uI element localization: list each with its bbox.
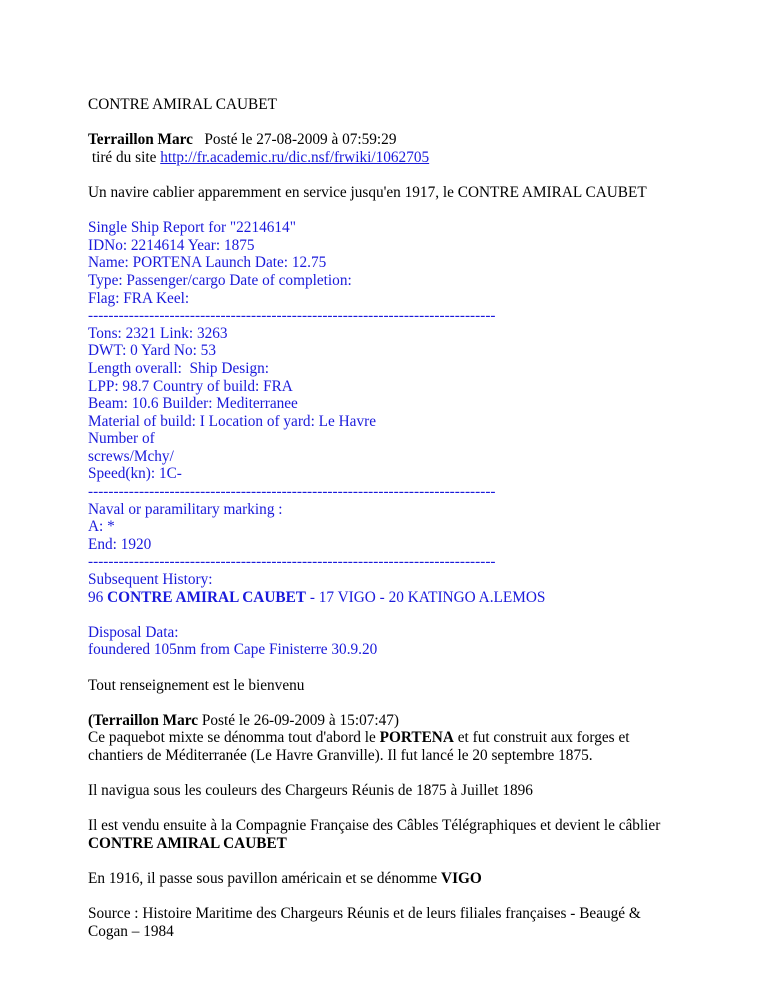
report-line: Length overall: Ship Design: [88, 359, 269, 377]
history-prefix: 96 [88, 588, 108, 606]
open-paren: ( [88, 711, 94, 729]
source-prefix: tiré du site [91, 148, 157, 166]
history-label: Subsequent History: [88, 571, 213, 589]
source-line [88, 149, 728, 167]
intro-text: Un navire cablier apparemment en service jusqu'en 1917, le CONTRE AMIRAL CAUBET [88, 183, 647, 201]
text-run: et fut construit aux forges et [453, 729, 630, 747]
post2-date: Posté le 26-09-2009 à 15:07:47) [198, 711, 400, 729]
report-line: Tons: 2321 Link: 3263 [88, 324, 228, 342]
report-line: Type: Passenger/cargo Date of completion: [88, 271, 352, 289]
report-line: A: * [88, 518, 115, 536]
report-line: Material of build: I Location of yard: Le Havre [88, 412, 376, 430]
post2-author: Terraillon Marc [93, 711, 199, 729]
report-line: Single Ship Report for "2214614" [88, 219, 296, 237]
paragraph-line [88, 870, 728, 888]
report-line: IDNo: 2214614 Year: 1875 [88, 236, 255, 254]
paragraph-chargeurs: Il navigua sous les couleurs des Chargeurs Réunis de 1875 à Juillet 1896 [88, 782, 533, 800]
history-suffix: - 17 VIGO - 20 KATINGO A.LEMOS [306, 588, 546, 606]
history-line [88, 589, 728, 607]
report-line: Beam: 10.6 Builder: Mediterranee [88, 395, 298, 413]
disposal-label: Disposal Data: [88, 623, 179, 641]
report-line: Speed(kn): 1C- [88, 465, 182, 483]
separator: -------------------------------------------------------------------------------- [88, 307, 496, 325]
history-ship-name: CONTRE AMIRAL CAUBET [107, 588, 307, 606]
report-line: Flag: FRA Keel: [88, 289, 190, 307]
request-text: Tout renseignement est le bienvenu [88, 676, 305, 694]
ship-name-vigo: VIGO [441, 870, 482, 888]
ship-name-portena: PORTENA [379, 729, 454, 747]
text-run: En 1916, il passe sous pavillon américain et se dénomme [88, 870, 442, 888]
report-line: DWT: 0 Yard No: 53 [88, 342, 216, 360]
report-line: End: 1920 [88, 535, 152, 553]
ship-report [88, 219, 728, 659]
report-line: LPP: 98.7 Country of build: FRA [88, 377, 293, 395]
paragraph-line [88, 835, 728, 853]
text-run: Ce paquebot mixte se dénomma tout d'abord le [88, 729, 380, 747]
post-date: Posté le 27-08-2009 à 07:59:29 [204, 131, 397, 149]
separator: -------------------------------------------------------------------------------- [88, 553, 496, 571]
report-line: screws/Mchy/ [88, 447, 174, 465]
source-link[interactable]: http://fr.academic.ru/dic.nsf/frwiki/1062705 [160, 148, 430, 166]
source-citation-line: Source : Histoire Maritime des Chargeurs Réunis et de leurs filiales françaises - Beaugé & [88, 905, 641, 923]
post-author: Terraillon Marc [88, 131, 193, 149]
paragraph-line: Il est vendu ensuite à la Compagnie Française des Câbles Télégraphiques et devient le câblier [88, 817, 661, 835]
paragraph-line [88, 729, 728, 747]
disposal-text: foundered 105nm from Cape Finisterre 30.9.20 [88, 641, 378, 659]
document-title: CONTRE AMIRAL CAUBET [88, 96, 277, 113]
document-page [88, 96, 728, 941]
ship-name-caubet: CONTRE AMIRAL CAUBET [88, 834, 287, 852]
source-citation-line: Cogan – 1984 [88, 922, 174, 940]
report-line: Naval or paramilitary marking : [88, 500, 283, 518]
post-header [88, 131, 728, 149]
report-line: Name: PORTENA Launch Date: 12.75 [88, 254, 327, 272]
separator: -------------------------------------------------------------------------------- [88, 483, 496, 501]
post2-header [88, 712, 728, 730]
report-line: Number of [88, 430, 155, 448]
paragraph-line: chantiers de Méditerranée (Le Havre Granville). Il fut lancé le 20 septembre 1875. [88, 746, 593, 764]
